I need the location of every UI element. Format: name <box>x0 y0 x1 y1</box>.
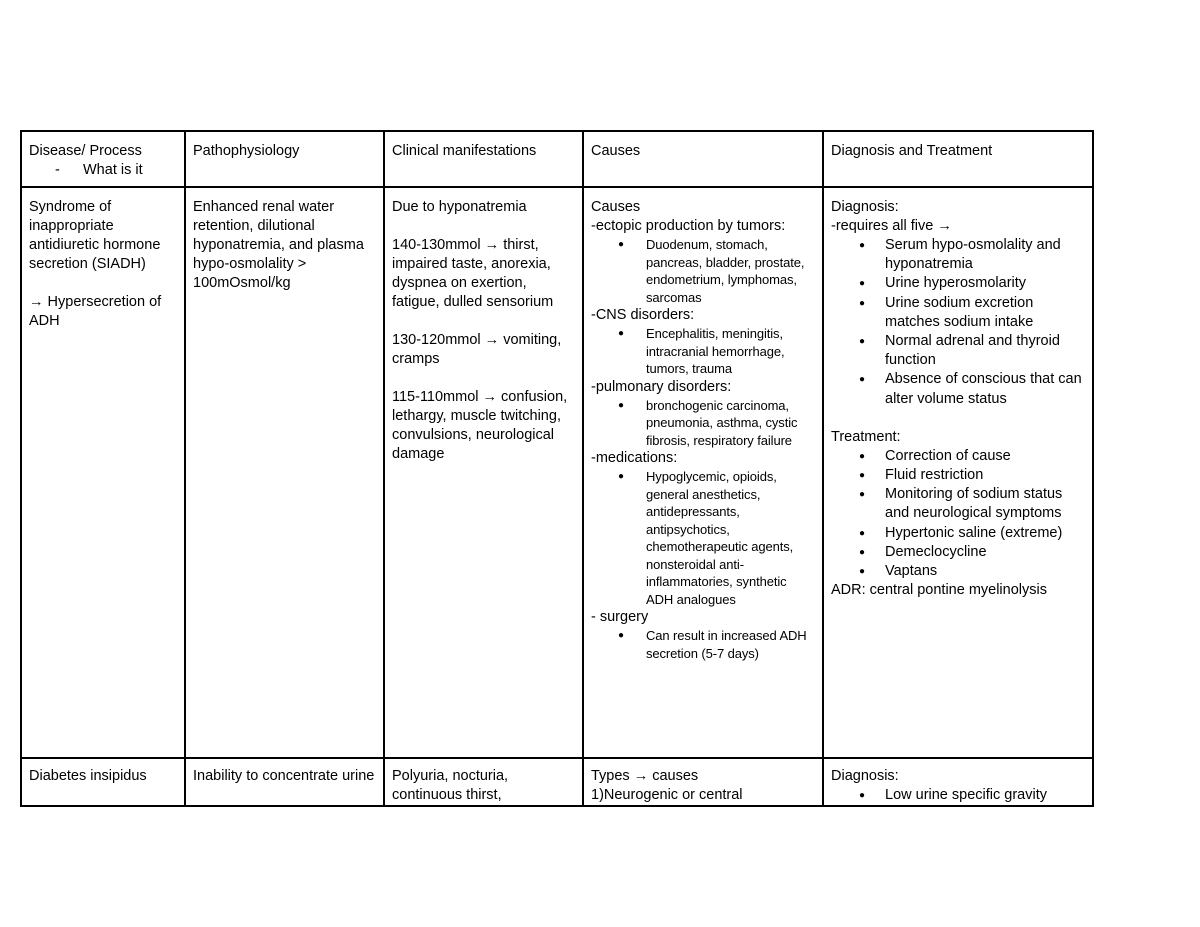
header-diagnosis-treatment: Diagnosis and Treatment <box>823 131 1093 187</box>
di-disease-cell: Diabetes insipidus <box>21 758 185 806</box>
list-item: ● Can result in increased ADH secretion (5-7 days) <box>618 628 807 661</box>
table-row <box>21 758 1093 806</box>
list-item: ● Urine sodium excretion matches sodium intake <box>859 294 1034 330</box>
list-item: ● Urine hyperosmolarity <box>859 275 1027 292</box>
siadh-manifestations-cell: Due to hyponatremia 140-130mmol → thirst, impaired taste, anorexia, dyspnea on exertion, fatigue, dulled sensorium 130-120mmol → vomiting, cramps 115-110mmol → confusion, lethargy, muscle twitching, convulsions, neurological damage <box>384 187 583 758</box>
list-item: ● Normal adrenal and thyroid function <box>859 333 1060 369</box>
siadh-summary: → Hypersecretion of ADH <box>29 294 162 329</box>
table-row <box>21 187 1093 758</box>
list-item: ● Encephalitis, meningitis, intracranial hemorrhage, tumors, trauma <box>618 326 785 376</box>
header-disease-cell <box>21 131 185 187</box>
header-disease: Disease/ Process <box>29 143 142 159</box>
disease-table <box>20 130 1094 807</box>
header-what-is-it: - What is it <box>55 162 143 178</box>
list-item: ● Fluid restriction <box>859 467 984 484</box>
list-item: ● Absence of conscious that can alter volume status <box>859 371 1082 407</box>
header-causes: Causes <box>583 131 823 187</box>
siadh-diagnosis-cell: Diagnosis: -requires all five → ● Serum hypo-osmolality and hyponatremia ● Urine hyperosmolarity ● Urine sodium excretion matches sodium intake ● Normal adrenal and thyroid function ● Absence of conscious that can alter volume status Treatment: ● Correction of cause ● Fluid restriction ● Monitoring of sodium status and neurological symptoms ● Hypertonic saline (extreme) ● Demeclocycline ● Vaptans ADR: central pontine myelinolysis <box>823 187 1093 758</box>
adr-note: ADR: central pontine myelinolysis <box>831 582 1047 599</box>
causes-title: Causes <box>591 199 641 215</box>
list-item: ● bronchogenic carcinoma, pneumonia, asthma, cystic fibrosis, respiratory failure <box>618 397 798 448</box>
list-item: ● Low urine specific gravity <box>859 787 1047 803</box>
list-item: ● Monitoring of sodium status and neurological symptoms <box>859 486 1063 522</box>
di-causes-cell: Types → causes 1)Neurogenic or central <box>583 758 823 806</box>
list-item: ● Correction of cause <box>859 447 1011 464</box>
list-item: ● Hypertonic saline (extreme) <box>859 524 1063 541</box>
di-manifestations-cell: Polyuria, nocturia, continuous thirst, <box>384 758 583 806</box>
siadh-pathophysiology-cell: Enhanced renal water retention, dilutional hyponatremia, and plasma hypo-osmolality > 100mOsmol/kg <box>185 187 384 758</box>
header-clinical-manifestations: Clinical manifestations <box>384 131 583 187</box>
list-item: ● Serum hypo-osmolality and hyponatremia <box>859 237 1061 273</box>
header-row <box>21 131 1093 187</box>
list-item: ● Demeclocycline <box>859 543 987 560</box>
di-diagnosis-cell: Diagnosis: ● Low urine specific gravity <box>823 758 1093 806</box>
list-item: ● Duodenum, stomach, pancreas, bladder, prostate, endometrium, lymphomas, sarcomas <box>618 237 805 305</box>
list-item: ● Hypoglycemic, opioids, general anesthetics, antidepressants, antipsychotics, chemotherapeutic agents, nonsteroidal anti-inflammatories, synthetic ADH analogues <box>618 469 794 607</box>
header-pathophysiology: Pathophysiology <box>185 131 384 187</box>
siadh-name: Syndrome of inappropriate antidiuretic hormone secretion (SIADH) <box>29 199 161 272</box>
siadh-disease-cell <box>21 187 185 758</box>
di-pathophysiology-cell: Inability to concentrate urine <box>185 758 384 806</box>
list-item: ● Vaptans <box>859 563 938 580</box>
siadh-causes-cell: Causes -ectopic production by tumors: ● Duodenum, stomach, pancreas, bladder, prostate, endometrium, lymphomas, sarcomas -CNS disorders: ● Encephalitis, meningitis, intracranial hemorrhage, tumors, trauma -pulmonary disorders: ● bronchogenic carcinoma, pneumonia, asthma, cystic fibrosis, respiratory failure -medications: ● Hypoglycemic, opioids, general anesthetics, antidepressants, antipsychotics, chemotherapeutic agents, nonsteroidal anti-inflammatories, synthetic ADH analogues - surgery ● Can result in increased ADH secretion (5-7 days) <box>583 187 823 758</box>
